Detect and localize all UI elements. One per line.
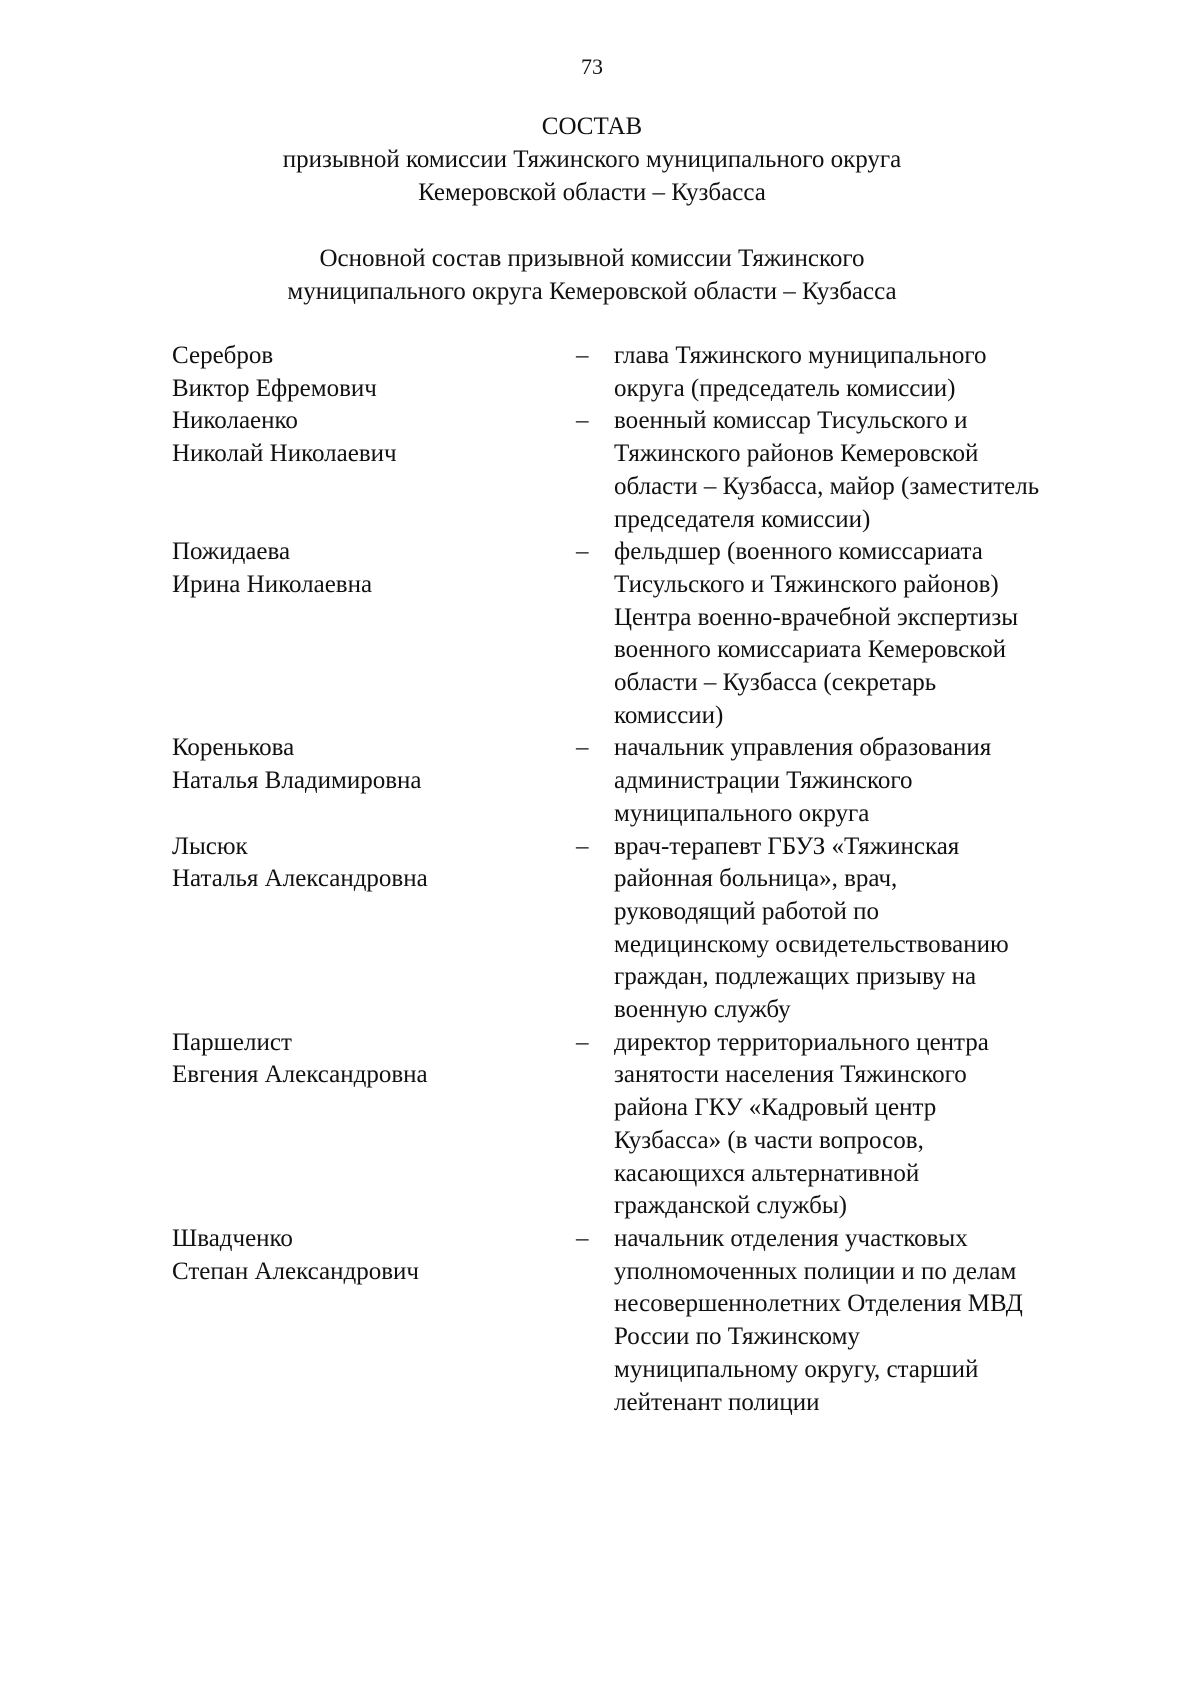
member-role-line: военного комиссариата Кемеровской	[614, 636, 1007, 664]
member-role-line: Тисульского и Тяжинского районов)	[614, 570, 999, 598]
member-name	[172, 405, 562, 470]
member-role	[614, 831, 1102, 1027]
member-role-line: начальник управления образования	[614, 734, 992, 762]
member-surname: Николаенко	[172, 407, 298, 435]
member-role-line: области – Кузбасса, майор (заместитель	[614, 472, 1040, 500]
member-name	[172, 340, 562, 405]
member-role	[614, 405, 1102, 536]
member-surname: Серебров	[172, 342, 274, 369]
member-role-line: директор территориального центра	[614, 1028, 989, 1056]
member-name	[172, 831, 562, 896]
title-line: Кемеровской области – Кузбасса	[418, 179, 766, 206]
member-given-names: Наталья Владимировна	[172, 767, 422, 795]
title-line: СОСТАВ	[541, 113, 643, 140]
member-role-line: лейтенант полиции	[614, 1388, 820, 1416]
member-given-names: Наталья Александровна	[172, 865, 428, 893]
member-name	[172, 1027, 562, 1092]
member-role-line: медицинскому освидетельствованию	[614, 930, 1009, 958]
member-surname: Швадченко	[172, 1224, 293, 1252]
member-dash: –	[576, 1224, 589, 1252]
member-surname: Паршелист	[172, 1028, 292, 1056]
member-given-names: Виктор Ефремович	[172, 374, 377, 402]
member-role-line: начальник отделения участковых	[614, 1224, 968, 1252]
member-entry	[172, 340, 1102, 405]
member-surname: Пожидаева	[172, 538, 291, 566]
member-surname: Лысюк	[172, 832, 248, 860]
title-line: призывной комиссии Тяжинского муниципального округа	[282, 146, 902, 173]
member-role-line: Тяжинского районов Кемеровской	[614, 440, 979, 468]
member-role-line: России по Тяжинскому	[614, 1323, 860, 1351]
page-number: 73	[581, 54, 603, 79]
member-role	[614, 732, 1102, 830]
member-dash: –	[576, 734, 589, 762]
member-role-line: области – Кузбасса (секретарь	[614, 669, 937, 697]
member-role-line: руководящий работой по	[614, 897, 880, 925]
member-role	[614, 340, 1102, 405]
member-role-line: военный комиссар Тисульского и	[614, 407, 968, 435]
member-role-line: фельдшер (военного комиссариата	[614, 538, 983, 566]
member-name	[172, 732, 562, 797]
member-role-line: Кузбасса» (в части вопросов,	[614, 1126, 924, 1154]
member-entry	[172, 1027, 1102, 1223]
member-role-line: председателя комиссии)	[614, 505, 871, 533]
member-role-line: несовершеннолетних Отделения МВД	[614, 1290, 1023, 1318]
member-dash: –	[576, 342, 589, 369]
member-entry	[172, 536, 1102, 732]
member-role-line: занятости населения Тяжинского	[614, 1061, 967, 1089]
document-title	[0, 110, 1184, 209]
member-entry	[172, 732, 1102, 830]
member-role-line: граждан, подлежащих призыву на	[614, 963, 977, 991]
member-given-names: Степан Александрович	[172, 1257, 419, 1285]
member-role	[614, 536, 1102, 732]
member-role-line: уполномоченных полиции и по делам	[614, 1257, 1017, 1285]
member-role-line: военную службу	[614, 996, 791, 1024]
member-dash: –	[576, 407, 589, 435]
member-role-line: глава Тяжинского муниципального	[614, 342, 987, 369]
member-name	[172, 536, 562, 601]
member-role-line: администрации Тяжинского	[614, 767, 913, 795]
member-entry	[172, 405, 1102, 536]
member-surname: Коренькова	[172, 734, 295, 762]
section-heading-line: Основной состав призывной комиссии Тяжинского	[319, 245, 865, 272]
member-list	[172, 340, 1102, 1419]
member-given-names: Николай Николаевич	[172, 440, 397, 468]
member-role	[614, 1027, 1102, 1223]
member-role-line: гражданской службы)	[614, 1192, 847, 1220]
member-dash: –	[576, 538, 589, 566]
section-heading-line: муниципального округа Кемеровской области – Кузбасса	[287, 278, 897, 305]
member-role-line: районная больница», врач,	[614, 865, 898, 893]
member-role	[614, 1223, 1102, 1419]
section-heading	[0, 242, 1184, 308]
member-role-line: района ГКУ «Кадровый центр	[614, 1094, 937, 1122]
member-entry	[172, 1223, 1102, 1419]
member-role-line: врач-терапевт ГБУЗ «Тяжинская	[614, 832, 960, 860]
member-role-line: Центра военно-врачебной экспертизы	[614, 603, 1018, 631]
member-given-names: Евгения Александровна	[172, 1061, 428, 1089]
member-role-line: касающихся альтернативной	[614, 1159, 920, 1187]
member-role-line: муниципального округа	[614, 799, 870, 827]
member-role-line: округа (председатель комиссии)	[614, 374, 956, 402]
member-dash: –	[576, 1028, 589, 1056]
member-role-line: комиссии)	[614, 701, 724, 729]
member-given-names: Ирина Николаевна	[172, 570, 373, 598]
member-name	[172, 1223, 562, 1288]
member-entry	[172, 831, 1102, 1027]
member-role-line: муниципальному округу, старший	[614, 1355, 979, 1383]
member-dash: –	[576, 832, 589, 860]
